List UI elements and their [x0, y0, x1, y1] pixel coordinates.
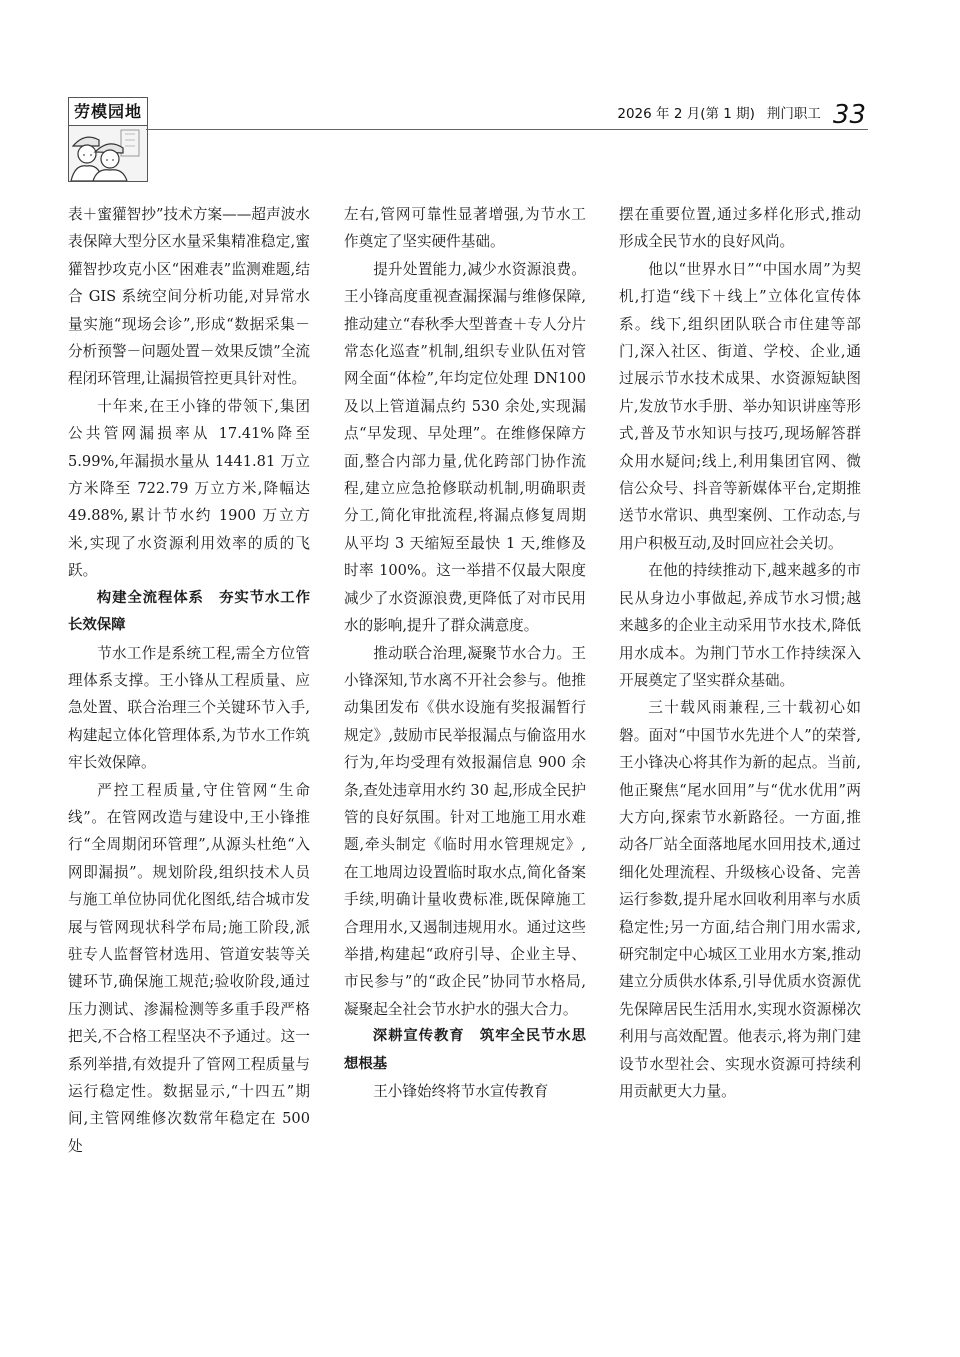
section-badge [68, 97, 148, 182]
workers-illustration-icon [69, 126, 147, 181]
paragraph: 十年来,在王小锋的带领下,集团公共管网漏损率从 17.41%降至 5.99%,年漏损水量从 1441.81 万立方米降至 722.79 万立方米,降幅达 49.88%,累计节水约 1900 万立方米,实现了水资源利用效率的质的飞跃。 [68, 397, 310, 580]
paragraph: 表＋蜜獾智抄”技术方案——超声波水表保障大型分区水量采集精准稳定,蜜獾智抄攻克小区“困难表”监测难题,结合 GIS 系统空间分析功能,对异常水量实施“现场会诊”,形成“数据采集－分析预警－问题处置－效果反馈”全流程闭环管理,让漏损管控更具针对性。 [68, 206, 310, 388]
paragraph: 他以“世界水日”“中国水周”为契机,打造“线下＋线上”立体化宣传体系。线下,组织团队联合市住建等部门,深入社区、街道、学校、企业,通过展示节水技术成果、水资源短缺图片,发放节水手册、举办知识讲座等形式,普及节水知识与技巧,现场解答群众用水疑问;线上,利用集团官网、微信公众号、抖音等新媒体平台,定期推送节水常识、典型案例、工作动态,与用户积极互动,及时回应社会关切。 [619, 260, 861, 552]
paragraph: 在他的持续推动下,越来越多的市民从身边小事做起,养成节水习惯;越来越多的企业主动采用节水技术,降低用水成本。为荆门节水工作持续深入开展奠定了坚实群众基础。 [619, 562, 861, 689]
page-number: 33 [832, 100, 866, 130]
paragraph: 三十载风雨兼程,三十载初心如磐。面对“中国节水先进个人”的荣誉,王小锋决心将其作为新的起点。当前,他正聚焦“尾水回用”与“优水优用”两大方向,探索节水新路径。一方面,推动各厂站全面落地尾水回用技术,通过细化处理流程、升级核心设备、完善运行参数,提升尾水回收利用率与水质稳定性;另一方面,结合荆门用水需求,研究制定中心城区工业用水方案,推动建立分质供水体系,引导优质水资源优先保障居民生活用水,实现水资源梯次利用与高效配置。他表示,将为荆门建设节水型社会、实现水资源可持续利用贡献更大力量。 [619, 699, 861, 1100]
paragraph: 摆在重要位置,通过多样化形式,推动形成全民节水的良好风尚。 [619, 206, 861, 251]
issue-date: 2026 年 2 月(第 1 期) [617, 106, 755, 122]
paragraph: 提升处置能力,减少水资源浪费。王小锋高度重视查漏探漏与维修保障,推动建立“春秋季大型普查＋专人分片常态化巡查”机制,组织专业队伍对管网全面“体检”,年均定位处理 DN100 及以上管道漏点约 530 余处,实现漏点“早发现、早处理”。在维修保障方面,整合内部力量,优化跨部门协作流程,建立应急抢修联动机制,明确职责分工,简化审批流程,将漏点修复周期从平均 3 天缩短至最快 1 天,维修及时率 100%。这一举措不仅最大限度减少了水资源浪费,更降低了对市民用水的影响,提升了群众满意度。 [344, 260, 586, 635]
text-column-2 [344, 201, 586, 1105]
text-column-1 [68, 201, 310, 1160]
paragraph: 王小锋始终将节水宣传教育 [373, 1083, 549, 1100]
section-subheading: 深耕宣传教育 筑牢全民节水思想根基 [344, 1028, 586, 1072]
text-column-3 [619, 201, 861, 1105]
paragraph: 节水工作是系统工程,需全方位管理体系支撑。王小锋从工程质量、应急处置、联合治理三个关键环节入手,构建起立体化管理体系,为节水工作筑牢长效保障。 [68, 644, 310, 772]
paragraph: 严控工程质量,守住管网“生命线”。在管网改造与建设中,王小锋推行“全周期闭环管理”,从源头杜绝“入网即漏损”。规划阶段,组织技术人员与施工单位协同优化图纸,结合城市发展与管网现状科学布局;施工阶段,派驻专人监督管材选用、管道安装等关键环节,确保施工规范;验收阶段,通过压力测试、渗漏检测等多重手段严格把关,不合格工程坚决不予通过。这一系列举措,有效提升了管网工程质量与运行稳定性。数据显示,“十四五”期间,主管网维修次数常年稳定在 500 处 [68, 781, 310, 1155]
section-label: 劳模园地 [69, 98, 147, 126]
journal-name: 荆门职工 [766, 106, 821, 122]
paragraph: 推动联合治理,凝聚节水合力。王小锋深知,节水离不开社会参与。他推动集团发布《供水设施有奖报漏暂行规定》,鼓励市民举报漏点与偷盗用水行为,年均受理有效报漏信息 900 余条,查处违章用水约 30 起,形成全民护管的良好氛围。针对工地施工用水难题,牵头制定《临时用水管理规定》,在工地周边设置临时取水点,简化备案手续,明确计量收费标准,既保障施工合理用水,又遏制违规用水。通过这些举措,构建起“政府引导、企业主导、市民参与”的“政企民”协同节水格局,凝聚起全社会节水护水的强大合力。 [344, 644, 586, 1018]
running-header [617, 94, 866, 130]
section-subheading: 构建全流程体系 夯实节水工作长效保障 [68, 589, 310, 634]
paragraph: 左右,管网可靠性显著增强,为节水工作奠定了坚实硬件基础。 [344, 206, 586, 251]
